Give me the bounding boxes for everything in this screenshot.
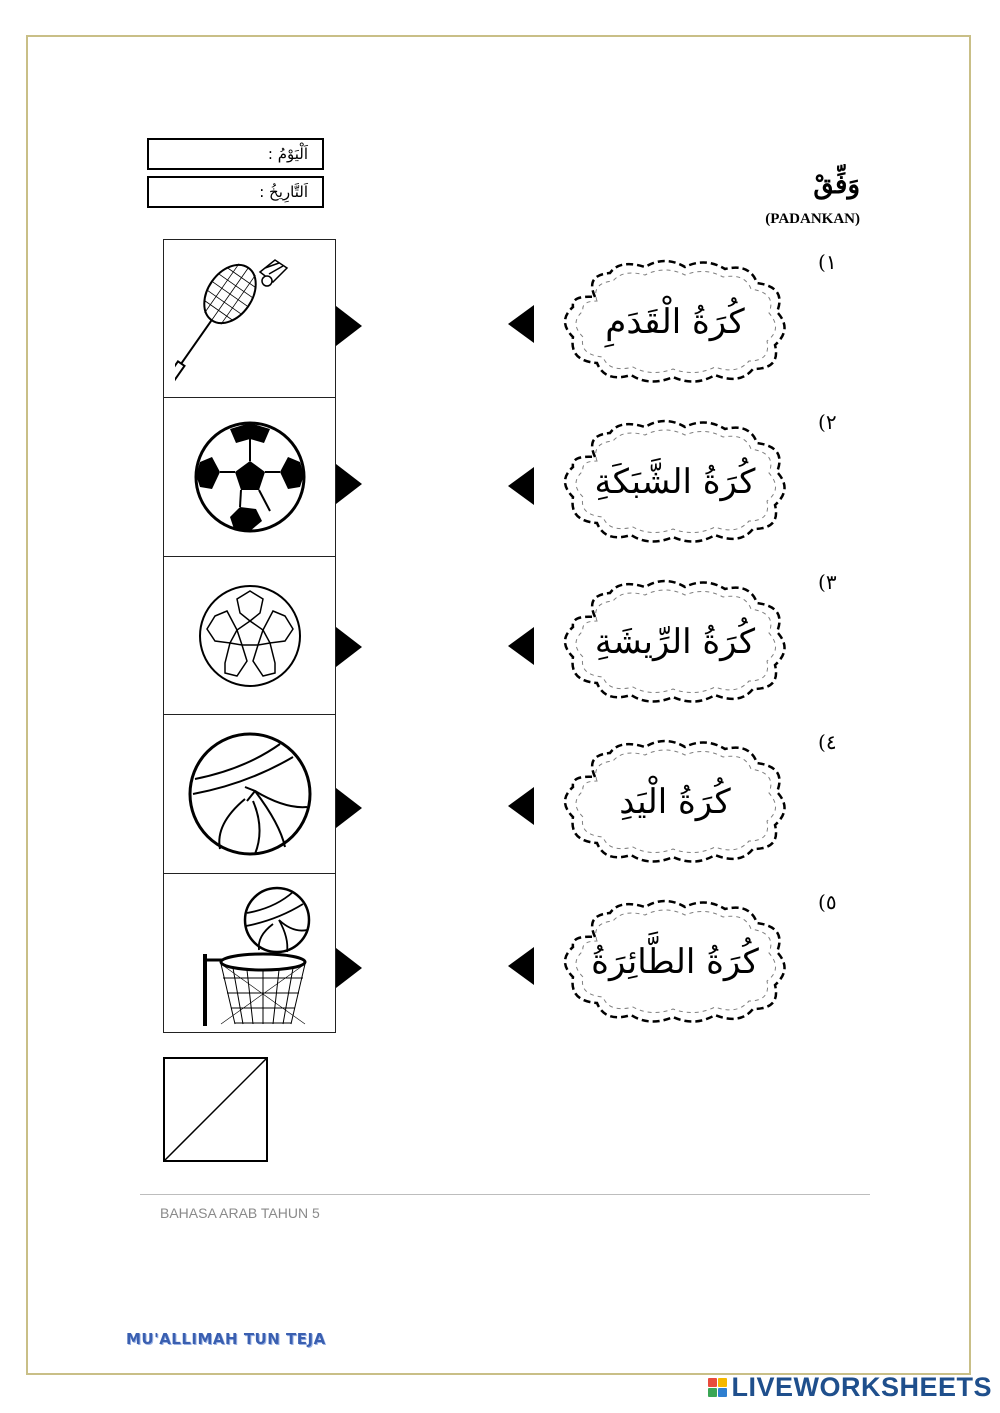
word-dot-5[interactable] [508,947,534,985]
liveworksheets-watermark[interactable] [708,1372,992,1403]
item-number-1: ١) [818,250,837,274]
word-cloud-4 [555,737,795,867]
volleyball-icon [185,729,315,859]
picture-dot-4[interactable] [336,788,362,828]
picture-soccer-ball [163,397,336,557]
word-dot-1[interactable] [508,305,534,343]
item-number-2: ٢) [818,410,837,434]
liveworksheets-logo-icon [708,1378,727,1397]
word-dot-4[interactable] [508,787,534,825]
page-title: وَفِّقْ [813,170,860,200]
picture-dot-2[interactable] [336,464,362,504]
picture-handball [163,556,336,716]
handball-icon [195,581,305,691]
item-number-5: ٥) [818,890,837,914]
word-3: كُرَةُ الرِّيشَةِ [594,622,756,662]
picture-dot-3[interactable] [336,627,362,667]
picture-netball [163,873,336,1033]
day-field[interactable] [147,138,324,170]
word-1: كُرَةُ الْقَدَمِ [605,302,745,342]
day-label: اَلْيَوْمُ : [267,145,308,163]
diagonal-line [165,1059,266,1160]
picture-dot-1[interactable] [336,306,362,346]
word-dot-2[interactable] [508,467,534,505]
picture-volleyball [163,714,336,874]
picture-column [163,240,336,1033]
soccer-ball-icon [190,417,310,537]
footer-divider [140,1194,870,1195]
item-number-4: ٤) [818,730,837,754]
item-number-3: ٣) [818,570,837,594]
word-cloud-2 [555,417,795,547]
page-subtitle: (PADANKAN) [765,211,860,227]
word-cloud-5 [555,897,795,1027]
word-2: كُرَةُ الشَّبَكَةِ [594,462,756,502]
picture-badminton [163,239,336,399]
author-brand: MU'ALLIMAH TUN TEJA [126,1330,326,1348]
footer-text: BAHASA ARAB TAHUN 5 [160,1205,320,1221]
word-4: كُرَةُ الْيَدِ [619,782,731,822]
picture-dot-5[interactable] [336,948,362,988]
empty-diagonal-box [163,1057,268,1162]
badminton-icon [175,254,325,384]
word-5: كُرَةُ الطَّائِرَةُ [591,942,759,982]
watermark-text: LIVEWORKSHEETS [731,1372,992,1402]
word-cloud-3 [555,577,795,707]
word-dot-3[interactable] [508,627,534,665]
date-field[interactable] [147,176,324,208]
word-cloud-1 [555,257,795,387]
date-label: اَلتَّارِيخُ : [259,183,308,201]
netball-hoop-icon [175,878,325,1028]
